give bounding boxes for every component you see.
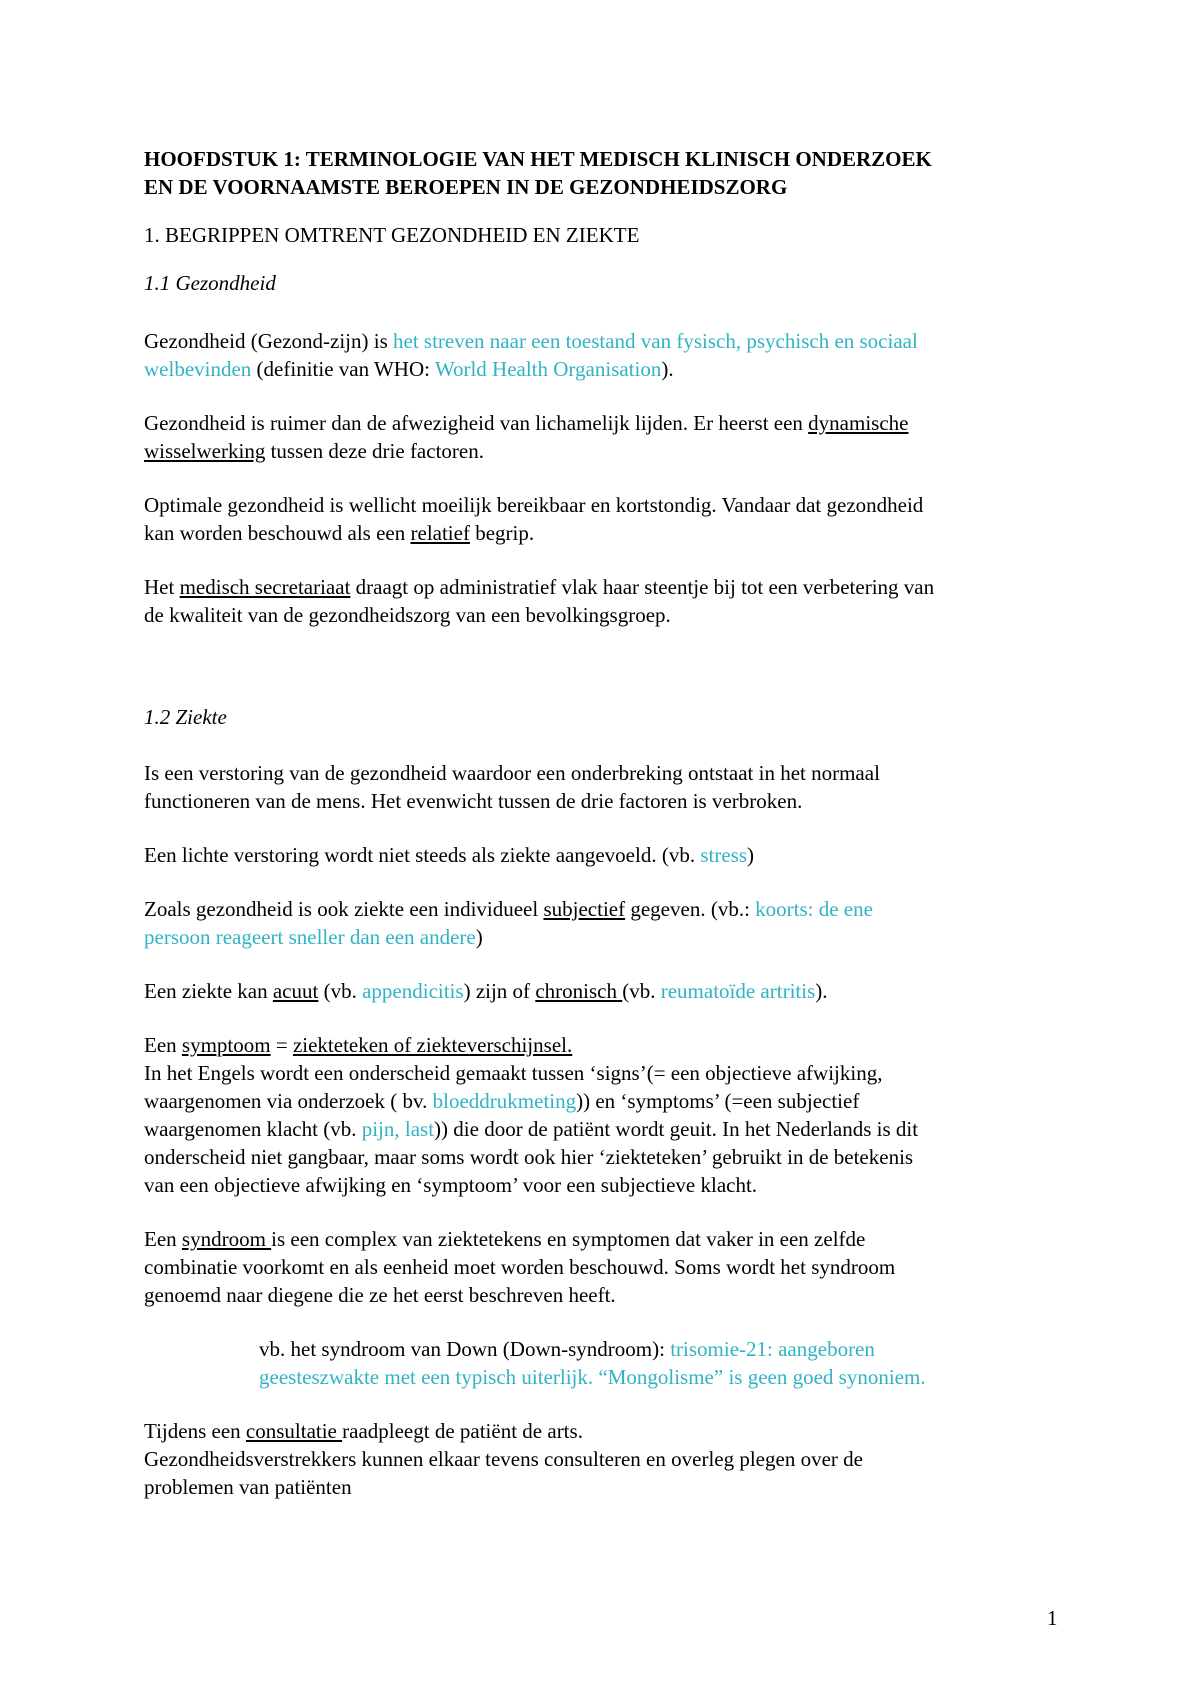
paragraph-down-example: vb. het syndroom van Down (Down-syndroom): trisomie-21: aangeboren geesteszwakte met een typisch uiterlijk. “Mongolisme” is geen goed synoniem. [259,1337,926,1389]
paragraph-definition: Gezondheid (Gezond-zijn) is het streven naar een toestand van fysisch, psychisch en sociaal welbevinden (definitie van WHO: World Health Organisation). [144,329,918,381]
paragraph-symptom: Een symptoom = ziekteteken of ziekteverschijnsel. In het Engels wordt een onderscheid gemaakt tussen ‘signs’(= een objectieve afwijking, waargenomen via onderzoek ( bv. bloeddrukmeting)) en ‘symptoms’ (=een subjectief waargenomen klacht (vb. pijn, last)) die door de patiënt wordt geuit. In het Nederlands is dit onderscheid niet gangbaar, maar soms wordt ook hier ‘ziekteteken’ gebruikt in de betekenis van een objectieve afwijking en ‘symptoom’ voor een subjectieve klacht. [144,1033,919,1197]
paragraph-disease-definition: Is een verstoring van de gezondheid waardoor een onderbreking ontstaat in het normaal functioneren van de mens. Het evenwicht tussen de drie factoren is verbroken. [144,761,880,813]
page-number: 1 [1047,1606,1058,1630]
paragraph-consultation: Tijdens een consultatie raadpleegt de patiënt de arts. Gezondheidsverstrekkers kunnen elkaar tevens consulteren en overleg plegen over de problemen van patiënten [144,1419,863,1499]
subsection-heading-ziekte: 1.2 Ziekte [144,705,227,729]
subsection-heading-gezondheid: 1.1 Gezondheid [144,271,276,295]
paragraph-optimal-health: Optimale gezondheid is wellicht moeilijk bereikbaar en kortstondig. Vandaar dat gezondheid kan worden beschouwd als een relatief begrip. [144,493,924,545]
paragraph-syndrome: Een syndroom is een complex van ziektetekens en symptomen dat vaker in een zelfde combinatie voorkomt en als eenheid moet worden beschouwd. Soms wordt het syndroom genoemd naar diegene die ze het eerst beschreven heeft. [144,1227,896,1307]
paragraph-secretariat: Het medisch secretariaat draagt op administratief vlak haar steentje bij tot een verbetering van de kwaliteit van de gezondheidszorg van een bevolkingsgroep. [144,575,935,627]
paragraph-acute-chronic: Een ziekte kan acuut (vb. appendicitis) zijn of chronisch (vb. reumatoïde artritis). [144,979,828,1003]
document-body [144,145,1074,1501]
section-heading: 1. BEGRIPPEN OMTRENT GEZONDHEID EN ZIEKTE [144,223,640,247]
paragraph-subjective: Zoals gezondheid is ook ziekte een individueel subjectief gegeven. (vb.: koorts: de ene persoon reageert sneller dan een andere) [144,897,873,949]
chapter-title: HOOFDSTUK 1: TERMINOLOGIE VAN HET MEDISCH KLINISCH ONDERZOEK EN DE VOORNAAMSTE BEROEPEN IN DE GEZONDHEIDSZORG [144,147,932,199]
paragraph-dynamics: Gezondheid is ruimer dan de afwezigheid van lichamelijk lijden. Er heerst een dynamische wisselwerking tussen deze drie factoren. [144,411,909,463]
paragraph-light-disturbance: Een lichte verstoring wordt niet steeds als ziekte aangevoeld. (vb. stress) [144,843,754,867]
